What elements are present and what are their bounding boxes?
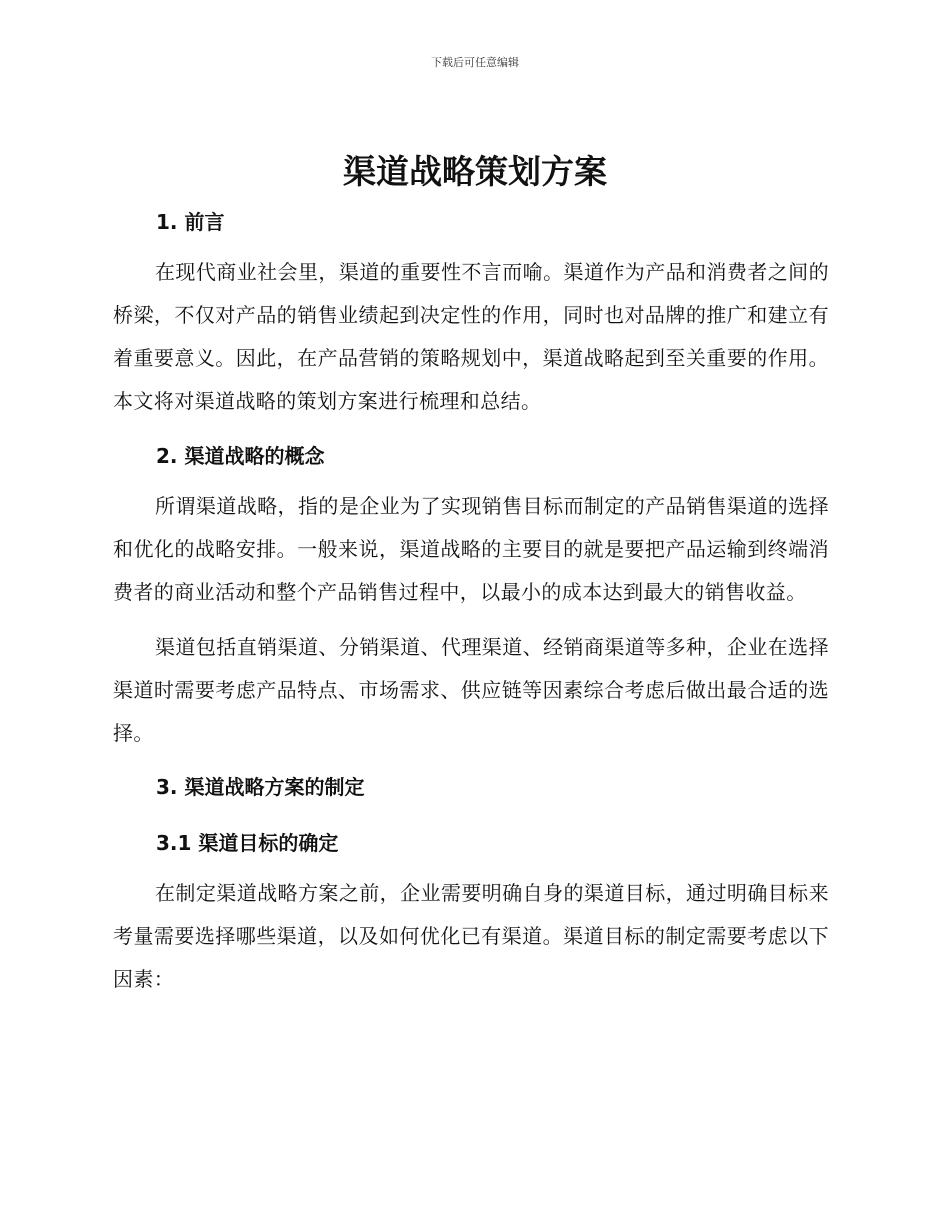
document-body (113, 200, 829, 1001)
paragraph-goals: 在制定渠道战略方案之前，企业需要明确自身的渠道目标，通过明确目标来考量需要选择哪些渠道，以及如何优化已有渠道。渠道目标的制定需要考虑以下因素： (113, 881, 829, 991)
subsection-heading-goals: 3.1 渠道目标的确定 (156, 831, 339, 855)
document-title: 渠道战略策划方案 (343, 152, 607, 191)
paragraph-concept-1: 所谓渠道战略，指的是企业为了实现销售目标而制定的产品销售渠道的选择和优化的战略安排。一般来说，渠道战略的主要目的就是要把产品运输到终端消费者的商业活动和整个产品销售过程中，以最小的成本达到最大的销售收益。 (113, 494, 829, 604)
paragraph-concept-2: 渠道包括直销渠道、分销渠道、代理渠道、经销商渠道等多种，企业在选择渠道时需要考虑产品特点、市场需求、供应链等因素综合考虑后做出最合适的选择。 (113, 635, 829, 745)
section-heading-concept: 2. 渠道战略的概念 (156, 444, 325, 468)
page-header-note: 下载后可任意编辑 (431, 56, 519, 69)
paragraph-preface: 在现代商业社会里，渠道的重要性不言而喻。渠道作为产品和消费者之间的桥梁，不仅对产品的销售业绩起到决定性的作用，同时也对品牌的推广和建立有着重要意义。因此，在产品营销的策略规划中，渠道战略起到至关重要的作用。本文将对渠道战略的策划方案进行梳理和总结。 (113, 260, 829, 413)
section-heading-preface: 1. 前言 (156, 210, 225, 234)
section-heading-formulation: 3. 渠道战略方案的制定 (156, 775, 365, 799)
